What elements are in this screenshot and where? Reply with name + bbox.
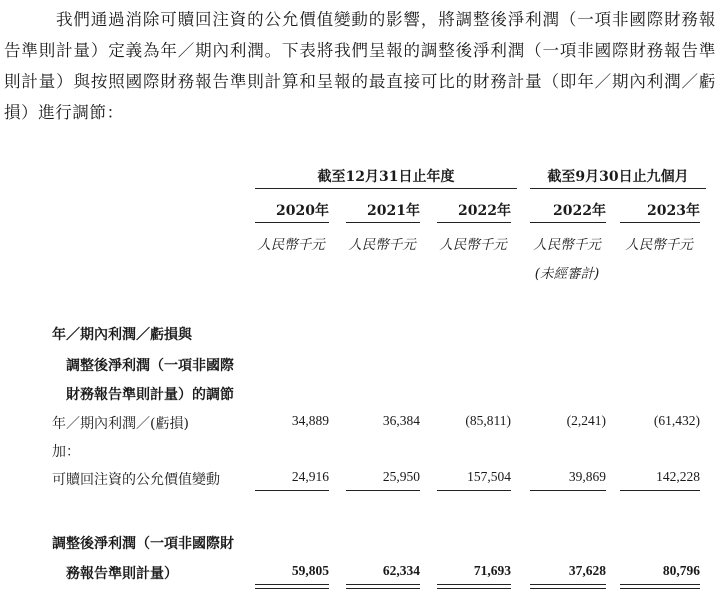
subtotal-underline-3 [530, 490, 606, 491]
section-heading-line-1: 年／期內利潤／虧損與 [52, 327, 192, 343]
cell-fair-value-change-3: 39,869 [568, 469, 606, 484]
column-year-underline-3 [530, 222, 606, 223]
total-double-underline-2-1 [437, 588, 511, 589]
column-year-4: 2023年 [647, 203, 700, 219]
cell-fair-value-change-1: 25,950 [382, 469, 420, 484]
row-label-fair-value-change: 可贖回注資的公允價值變動 [52, 472, 220, 488]
cell-fair-value-change-0: 24,916 [291, 469, 329, 484]
cell-total-2: 71,693 [473, 563, 511, 578]
section-heading-line-3: 財務報告準則計量）的調節 [66, 387, 234, 403]
group-header-interim: 截至9月30日止九個月 [547, 169, 689, 185]
total-double-underline-1-1 [346, 588, 420, 589]
total-label-line-1: 調整後淨利潤（一項非國際財 [52, 536, 234, 552]
row-label-profit-loss: 年／期內利潤／(虧損) [52, 416, 189, 432]
cell-fair-value-change-4: 142,228 [656, 469, 700, 484]
total-double-underline-4-0 [620, 584, 700, 585]
column-unit-0: 人民幣千元 [257, 237, 325, 253]
row-label-add: 加： [52, 444, 80, 460]
subtotal-underline-4 [620, 490, 700, 491]
total-double-underline-3-1 [530, 588, 606, 589]
column-year-3: 2022年 [553, 203, 606, 219]
column-unit-1: 人民幣千元 [348, 237, 416, 253]
total-double-underline-2-0 [437, 584, 511, 585]
total-double-underline-4-1 [620, 588, 700, 589]
column-year-underline-0 [255, 222, 329, 223]
cell-total-3: 37,628 [568, 563, 606, 578]
cell-profit-loss-3: (2,241) [566, 413, 606, 428]
intro-paragraph: 我們通過消除可贖回注資的公允價值變動的影響，將調整後淨利潤（一項非國際財務報告準則計量）定義為年／期內利潤。下表將我們呈報的調整後淨利潤（一項非國際財務報告準則計量）與按照國際財務報告準則計算和呈報的最直接可比的財務計量（即年／期內利潤／虧損）進行調節： [4, 10, 716, 122]
group-underline-annual [255, 188, 517, 189]
column-year-2: 2022年 [458, 203, 511, 219]
total-double-underline-3-0 [530, 584, 606, 585]
column-unit-3: 人民幣千元 [533, 237, 601, 253]
cell-total-0: 59,805 [291, 563, 329, 578]
column-year-underline-1 [346, 222, 420, 223]
cell-profit-loss-2: (85,811) [465, 413, 511, 428]
column-year-underline-4 [620, 222, 700, 223]
column-note-3: (未經審計) [534, 266, 600, 282]
subtotal-underline-0 [255, 490, 329, 491]
total-double-underline-1-0 [346, 584, 420, 585]
total-double-underline-0-0 [255, 584, 329, 585]
total-label-line-2: 務報告準則計量） [66, 566, 178, 582]
cell-fair-value-change-2: 157,504 [467, 469, 511, 484]
section-heading-line-2: 調整後淨利潤（一項非國際 [66, 358, 234, 374]
total-double-underline-0-1 [255, 588, 329, 589]
column-unit-4: 人民幣千元 [625, 237, 693, 253]
group-underline-interim [530, 188, 706, 189]
cell-profit-loss-4: (61,432) [653, 413, 700, 428]
cell-total-1: 62,334 [382, 563, 420, 578]
column-year-underline-2 [437, 222, 511, 223]
column-year-0: 2020年 [276, 203, 329, 219]
column-unit-2: 人民幣千元 [439, 237, 507, 253]
cell-total-4: 80,796 [662, 563, 700, 578]
cell-profit-loss-1: 36,384 [382, 413, 420, 428]
subtotal-underline-2 [437, 490, 511, 491]
group-header-annual: 截至12月31日止年度 [317, 169, 455, 185]
subtotal-underline-1 [346, 490, 420, 491]
cell-profit-loss-0: 34,889 [291, 413, 329, 428]
column-year-1: 2021年 [367, 203, 420, 219]
